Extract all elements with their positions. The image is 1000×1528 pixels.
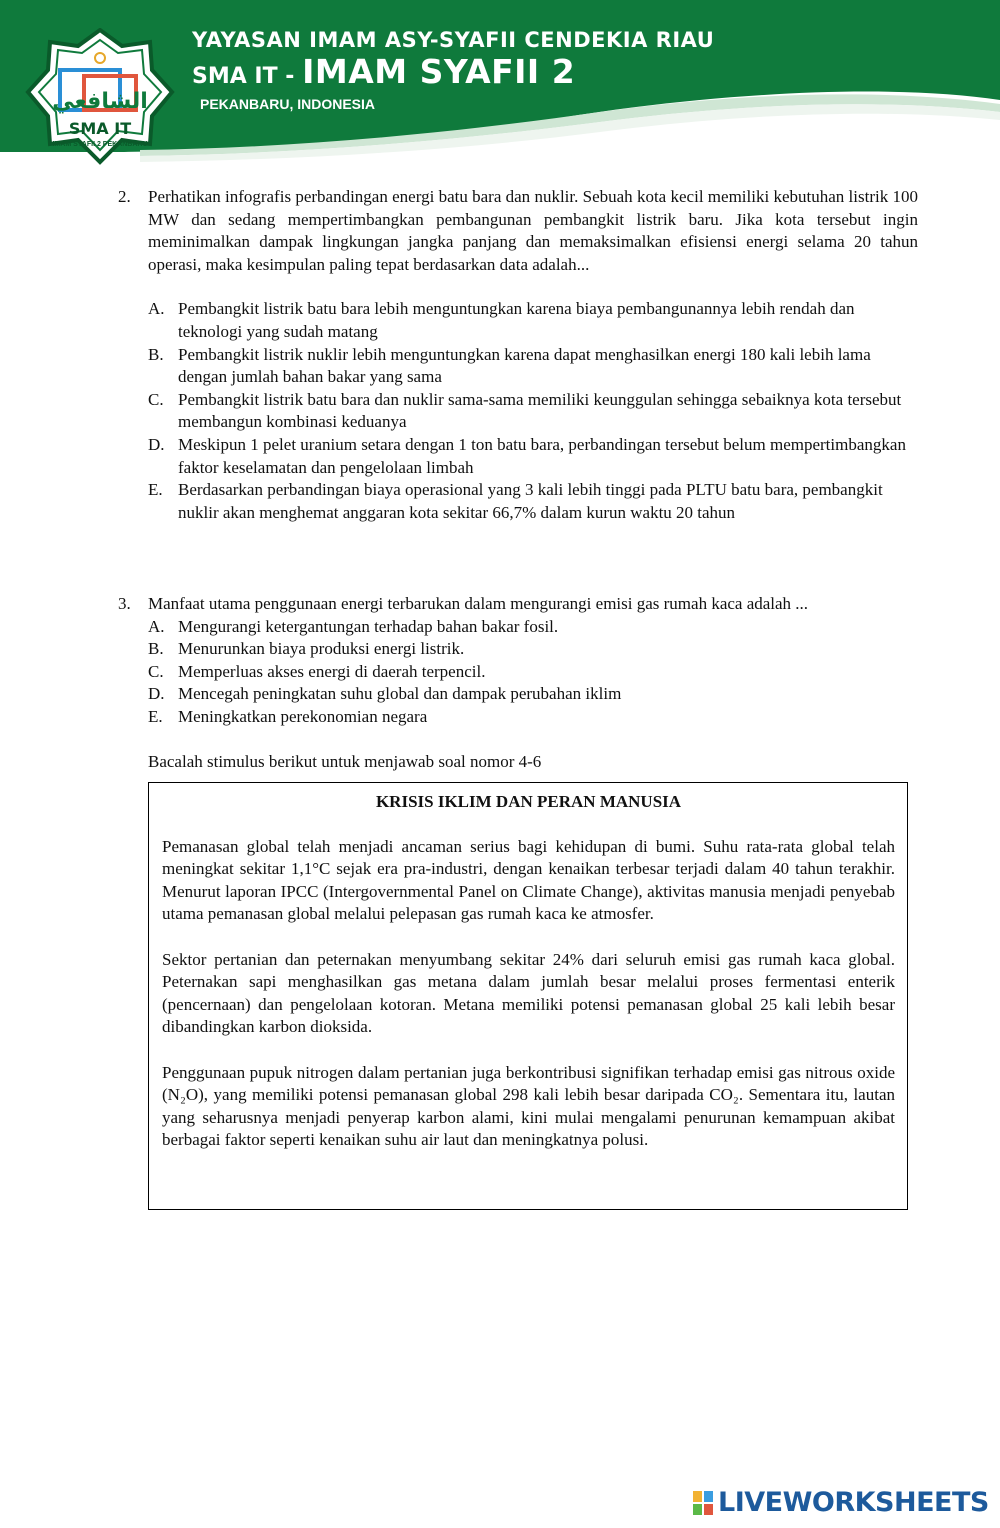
option-c[interactable] <box>118 389 918 434</box>
option-text: Mengurangi ketergantungan terhadap bahan bakar fosil. <box>178 616 559 636</box>
stimulus-paragraph: Pemanasan global telah menjadi ancaman serius bagi kehidupan di bumi. Suhu rata-rata global telah meningkat sekitar 1,1°C sejak era pra-industri, dengan kenaikan terbesar terjadi dalam 40 tahun terakhir. Menurut laporan IPCC (Intergovernmental Panel on Climate Change), aktivitas manusia menjadi penyebab utama pemanasan global melalui pelepasan gas rumah kaca ke atmosfer. <box>162 836 895 924</box>
stimulus-paragraph: Penggunaan pupuk nitrogen dalam pertanian juga berkontribusi signifikan terhadap emisi gas nitrous oxide (N₂O), yang memiliki potensi pemanasan global 298 kali lebih besar daripada CO₂. Sementara itu, lautan yang seharusnya menjadi penyerap karbon alami, kini mulai mengalami penurunan kemampuan akibat berbagai faktor seperti kenaikan suhu air laut dan meningkatnya polusi. <box>162 1062 895 1150</box>
option-letter: C. <box>148 389 164 409</box>
option-b[interactable] <box>118 344 918 389</box>
stimulus-title: KRISIS IKLIM DAN PERAN MANUSIA <box>375 792 682 811</box>
option-text: Meskipun 1 pelet uranium setara dengan 1 ton batu bara, perbandingan tersebut belum mempertimbangkan faktor keselamatan dan pengelolaan limbah <box>178 434 906 477</box>
school-prefix: SMA IT - <box>192 64 303 89</box>
organization-name: YAYASAN IMAM ASY-SYAFII CENDEKIA RIAU <box>192 28 715 52</box>
option-text: Menurunkan biaya produksi energi listrik. <box>178 639 465 659</box>
option-d[interactable] <box>118 683 918 706</box>
option-letter: C. <box>148 661 164 681</box>
option-letter: B. <box>148 344 164 364</box>
question-stem: Manfaat utama penggunaan energi terbarukan dalam mengurangi emisi gas rumah kaca adalah ... <box>148 594 809 613</box>
liveworksheets-logo <box>692 1487 989 1518</box>
school-name <box>192 52 575 91</box>
question-2 <box>118 186 918 524</box>
option-e[interactable] <box>118 706 918 729</box>
option-letter: E. <box>148 706 163 726</box>
liveworksheets-wordmark: LIVEWORKSHEETS <box>718 1487 989 1518</box>
option-text: Pembangkit listrik nuklir lebih menguntungkan karena dapat menghasilkan energi 180 kali lebih lama dengan jumlah bahan bakar yang sama <box>178 344 871 387</box>
option-letter: D. <box>148 684 165 704</box>
option-d[interactable] <box>118 434 918 479</box>
option-text: Pembangkit listrik batu bara dan nuklir sama-sama memiliki keunggulan sehingga sebaiknya kota tersebut membangun kombinasi keduanya <box>178 389 902 432</box>
answer-options <box>118 298 918 524</box>
stimulus-paragraph: Sektor pertanian dan peternakan menyumbang sekitar 24% dari seluruh emisi gas rumah kaca global. Peternakan sapi menghasilkan gas metana dalam jumlah besar melalui proses fermentasi enterik (pencernaan) dan pengelolaan kotoran. Metana memiliki potensi pemanasan global 25 kali lebih besar dibandingkan karbon dioksida. <box>162 949 895 1037</box>
answer-options <box>118 616 918 729</box>
question-number: 2. <box>118 187 131 206</box>
option-letter: E. <box>148 480 163 500</box>
option-text: Pembangkit listrik batu bara lebih menguntungkan karena biaya pembangunannya lebih rendah dan teknologi yang sudah matang <box>178 299 855 341</box>
option-letter: D. <box>148 434 165 454</box>
school-logo <box>24 28 176 168</box>
option-letter: A. <box>148 616 165 636</box>
option-text: Memperluas akses energi di daerah terpencil. <box>178 661 486 681</box>
header-banner <box>0 0 1000 175</box>
option-b[interactable] <box>118 638 918 661</box>
school-city: PEKANBARU, INDONESIA <box>200 96 376 112</box>
logo-title: SMA IT <box>68 119 132 138</box>
option-a[interactable] <box>118 616 918 639</box>
option-letter: B. <box>148 639 164 659</box>
stimulus-instruction: Bacalah stimulus berikut untuk menjawab soal nomor 4-6 <box>148 752 542 771</box>
stimulus-box <box>148 782 908 1210</box>
question-number: 3. <box>118 594 131 613</box>
liveworksheets-icon <box>692 1490 714 1516</box>
logo-arabic: الشافعي <box>52 89 148 114</box>
school-name-main: IMAM SYAFII 2 <box>302 52 576 91</box>
option-letter: A. <box>148 299 165 319</box>
option-text: Mencegah peningkatan suhu global dan dampak perubahan iklim <box>178 684 622 704</box>
option-c[interactable] <box>118 661 918 684</box>
question-3 <box>118 593 918 729</box>
option-e[interactable] <box>118 479 918 524</box>
option-a[interactable] <box>118 298 918 343</box>
logo-subtitle: IMAM SYAFII 2 PEKANBARU <box>52 141 148 148</box>
question-stem: Perhatikan infografis perbandingan energi batu bara dan nuklir. Sebuah kota kecil memiliki kebutuhan listrik 100 MW dan sedang mempertimbangkan pembangunan pembangkit listrik baru. Jika kota tersebut ingin meminimalkan dampak lingkungan jangka panjang dan memaksimalkan efisiensi energi selama 20 tahun operasi, maka kesimpulan paling tepat berdasarkan data adalah... <box>148 187 918 274</box>
option-text: Berdasarkan perbandingan biaya operasional yang 3 kali lebih tinggi pada PLTU batu bara, pembangkit nuklir akan menghemat anggaran kota sekitar 66,7% dalam kurun waktu 20 tahun <box>178 480 883 522</box>
option-text: Meningkatkan perekonomian negara <box>178 706 428 726</box>
